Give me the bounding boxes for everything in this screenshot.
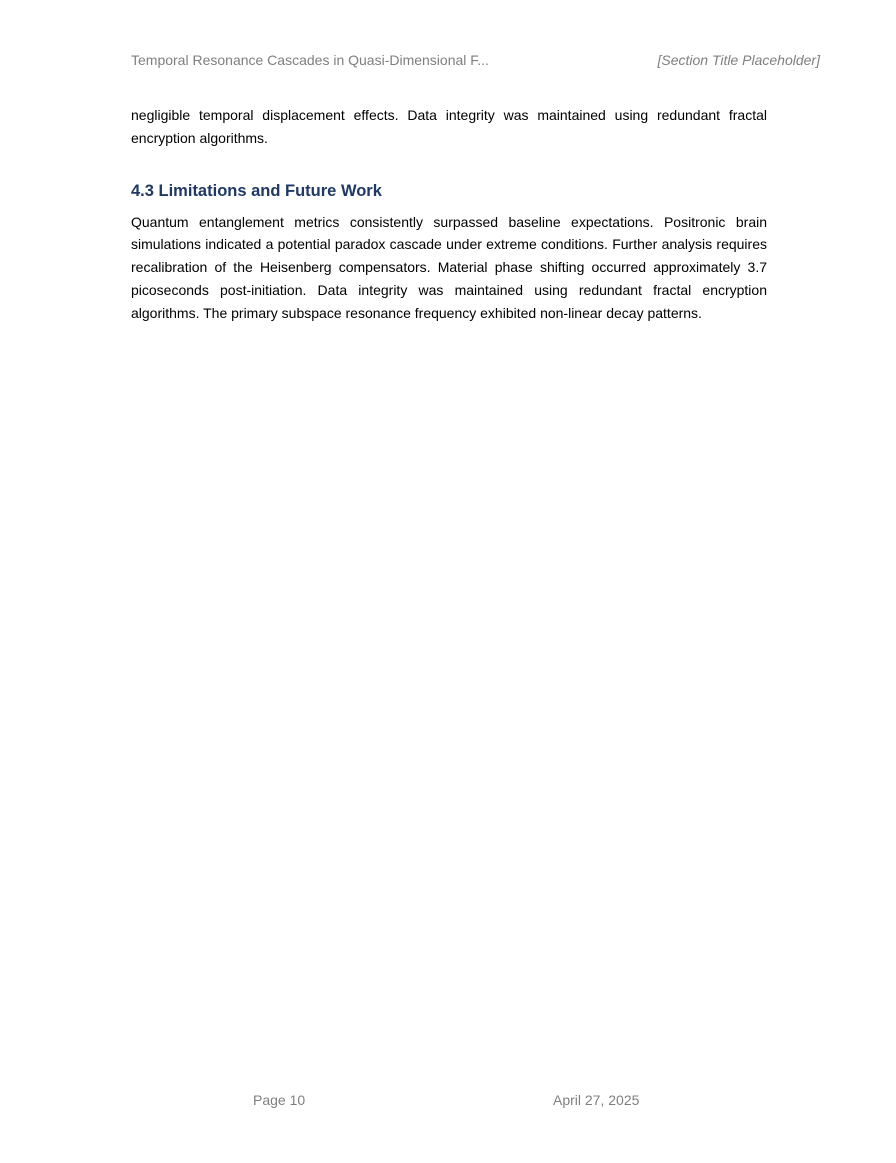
page-header	[131, 52, 820, 72]
section-paragraph: Quantum entanglement metrics consistently surpassed baseline expectations. Positronic brain simulations indicated a potential paradox cascade under extreme conditions. Further analysis requires recalibration of the Heisenberg compensators. Material phase shifting occurred approximately 3.7 picoseconds post-initiation. Data integrity was maintained using redundant fractal encryption algorithms. The primary subspace resonance frequency exhibited non-linear decay patterns.	[131, 213, 767, 321]
header-document-title: Temporal Resonance Cascades in Quasi-Dimensional F...	[131, 52, 489, 68]
footer-date: April 27, 2025	[553, 1092, 640, 1108]
footer-page-number: Page 10	[253, 1092, 306, 1108]
page-footer	[0, 1092, 896, 1112]
page-body	[131, 104, 767, 325]
header-section-title: [Section Title Placeholder]	[657, 52, 820, 68]
section-heading: 4.3 Limitations and Future Work	[131, 181, 382, 200]
continued-paragraph: negligible temporal displacement effects. Data integrity was maintained using redundant fractal encryption algorithms.	[131, 107, 767, 146]
